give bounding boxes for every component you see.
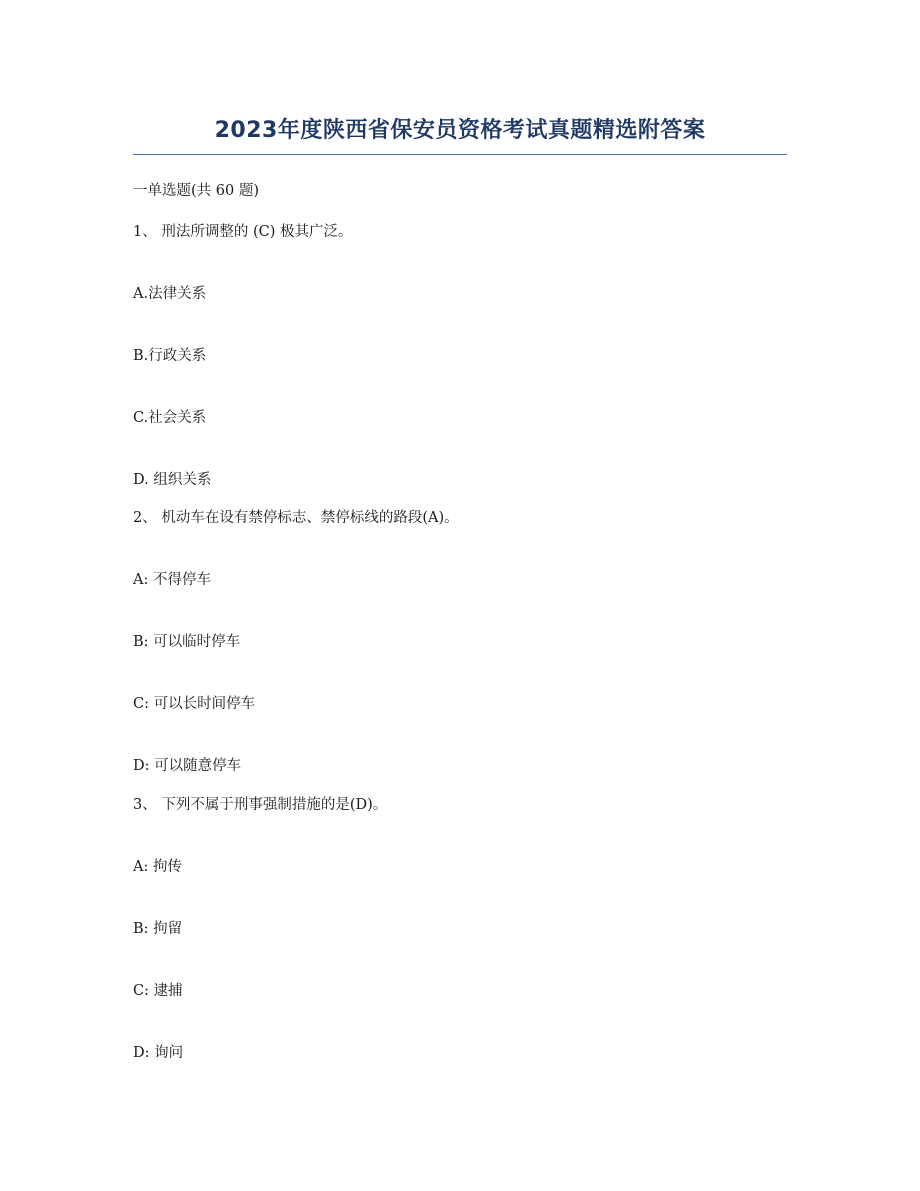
option-d: D: 询问 (133, 1045, 184, 1061)
option-d: D: 可以随意停车 (133, 758, 242, 774)
option-a: A.法律关系 (133, 286, 207, 302)
question-stem: 1、 刑法所调整的 (C) 极其广泛。 (133, 224, 353, 240)
question-stem: 3、 下列不属于刑事强制措施的是(D)。 (133, 797, 388, 813)
document-title: 2023年度陕西省保安员资格考试真题精选附答案 (214, 118, 706, 143)
question-stem: 2、 机动车在设有禁停标志、禁停标线的路段(A)。 (133, 510, 459, 526)
section-heading: 一单选题(共 60 题) (133, 183, 259, 199)
option-b: B: 拘留 (133, 921, 183, 937)
option-b: B.行政关系 (133, 348, 207, 364)
title-divider (133, 154, 787, 155)
option-b: B: 可以临时停车 (133, 634, 241, 650)
option-c: C.社会关系 (133, 410, 207, 426)
option-d: D. 组织关系 (133, 472, 212, 488)
option-c: C: 逮捕 (133, 983, 183, 999)
option-a: A: 拘传 (133, 859, 182, 875)
option-a: A: 不得停车 (133, 572, 211, 588)
option-c: C: 可以长时间停车 (133, 696, 256, 712)
